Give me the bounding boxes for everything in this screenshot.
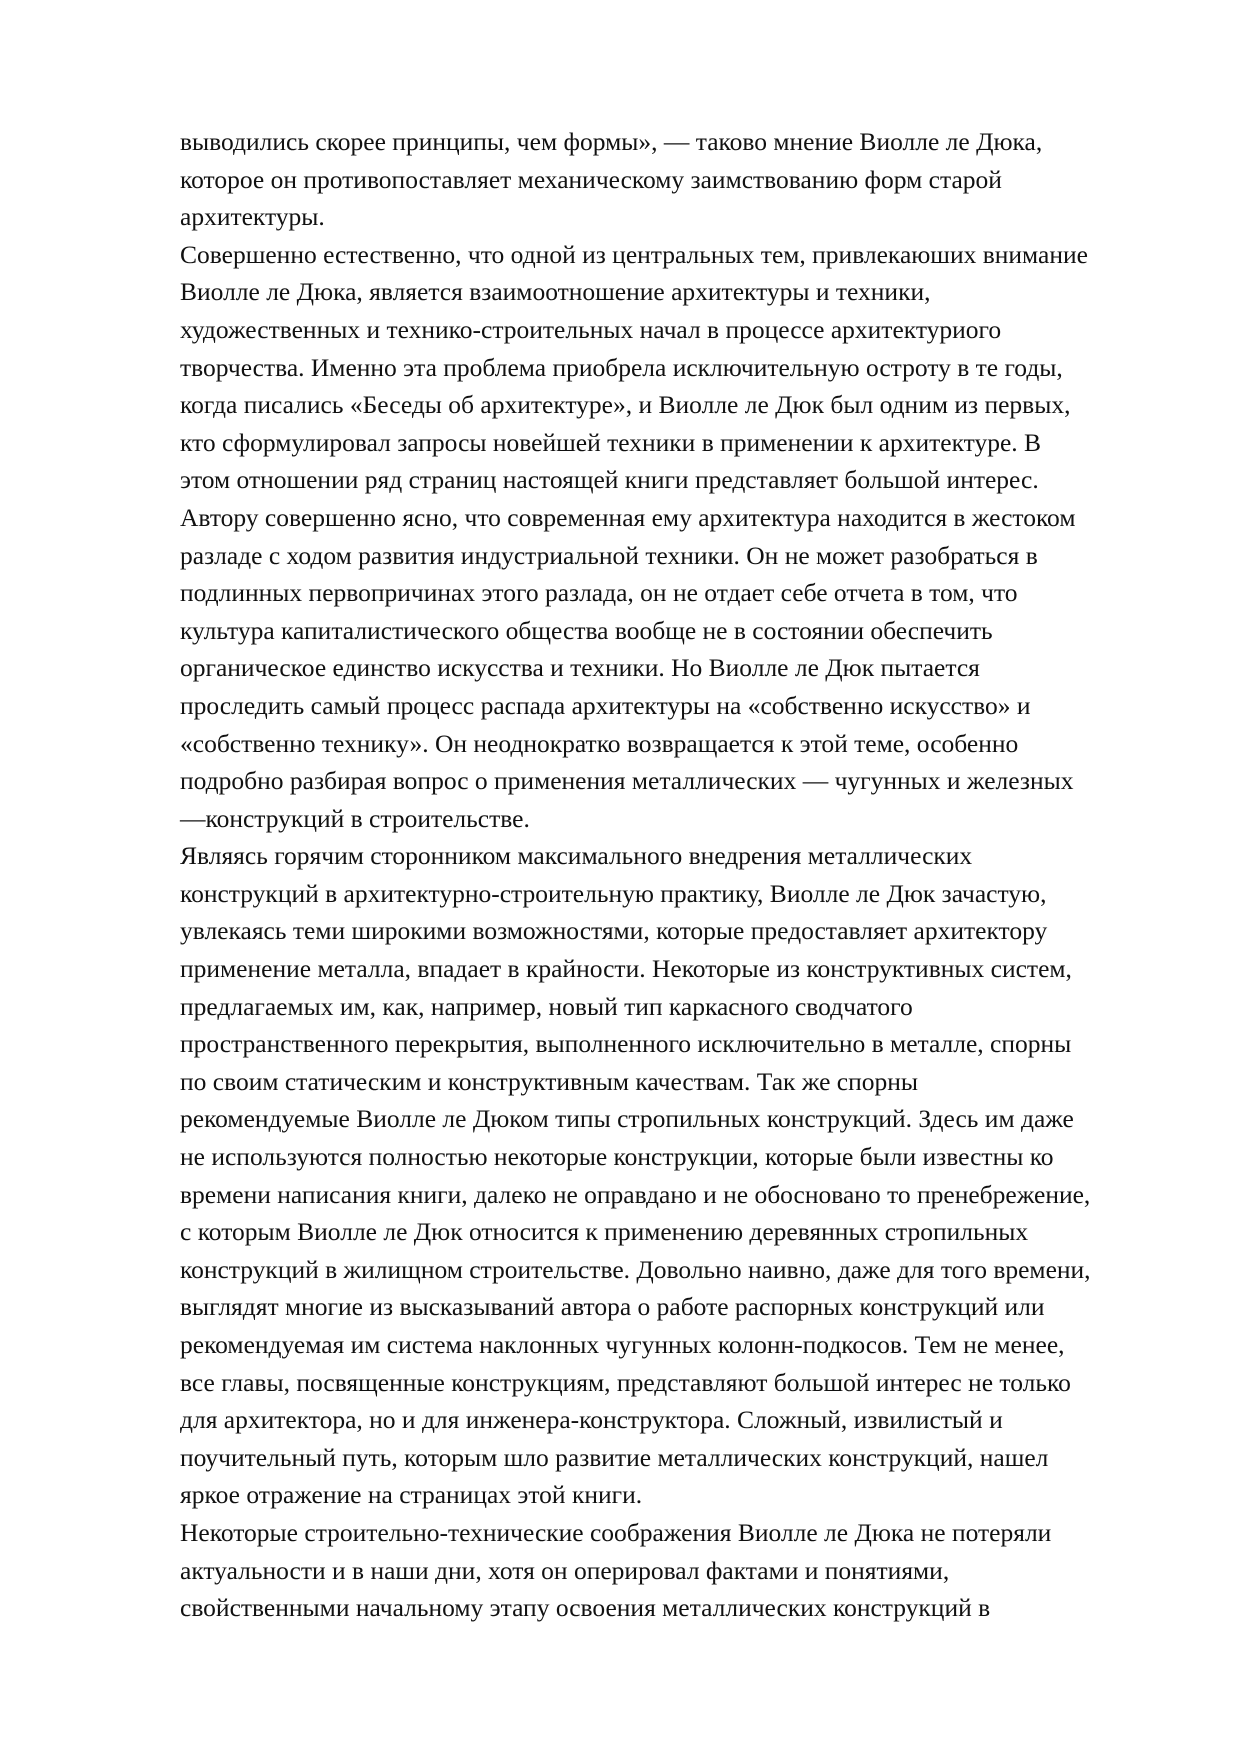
text-line: Автору совершенно ясно, что современная ему архитектура находится в жестоком [180, 502, 1076, 532]
text-line: времени написания книги, далеко не оправдано и не обосновано то пренебрежение, [180, 1179, 1091, 1209]
text-line: которое он противопоставляет механическому заимствованию форм старой [180, 164, 1002, 194]
text-line: этом отношении ряд страниц настоящей книги представляет большой интерес. [180, 465, 1039, 495]
text-line: подробно разбирая вопрос о применения металлических — чугунных и железных [180, 766, 1074, 796]
text-line: выводились скорее принципы, чем формы», — таково мнение Виолле ле Дюка, [180, 127, 1043, 156]
text-line: свойственными начальному этапу освоения металлических конструкций в [180, 1593, 991, 1623]
text-line: для архитектора, но и для инженера-конструктора. Сложный, извилистый и [180, 1405, 1003, 1435]
text-line: конструкций в жилищном строительстве. Довольно наивно, даже для того времени, [180, 1254, 1091, 1284]
text-line: «собственно технику». Он неоднократко возвращается к этой теме, особенно [180, 728, 1019, 758]
text-line: актуальности и в наши дни, хотя он оперировал фактами и понятиями, [180, 1555, 950, 1585]
text-line: —конструкций в строительстве. [180, 803, 530, 833]
text-line: увлекаясь теми широкими возможностями, которые предоставляет архитектору [180, 916, 1048, 946]
text-line: конструкций в архитектурно-строительную практику, Виолле ле Дюк зачастую, [180, 878, 1047, 908]
text-line: применение металла, впадает в крайности. Некоторые из конструктивных систем, [180, 954, 1072, 984]
paragraph [180, 236, 1180, 838]
text-line: кто сформулировал запросы новейшей техники в применении к архитектуре. В [180, 427, 1042, 457]
paragraph [180, 123, 1180, 236]
text-line: культура капиталистического общества вообще не в состоянии обеспечить [180, 615, 993, 645]
text-line: по своим статическим и конструктивным качествам. Так же спорны [180, 1066, 919, 1096]
text-line: Являясь горячим сторонником максимального внедрения металлических [180, 841, 973, 871]
text-line: предлагаемых им, как, например, новый тип каркасного сводчатого [180, 991, 913, 1021]
text-line: разладе с ходом развития индустриальной техники. Он не может разобраться в [180, 540, 1038, 570]
text-line: архитектуры. [180, 202, 325, 232]
text-line: органическое единство искусства и техники. Но Виолле ле Дюк пытается [180, 653, 980, 683]
text-line: выглядят многие из высказываний автора о работе распорных конструкций или [180, 1292, 1045, 1322]
text-line: Виолле ле Дюка, является взаимоотношение архитектуры и техники, [180, 277, 931, 307]
text-line: яркое отражение на страницах этой книги. [180, 1480, 643, 1510]
paragraph [180, 1514, 1180, 1627]
text-line: когда писались «Беседы об архитектуре», и Виолле ле Дюк был одним из первых, [180, 390, 1071, 420]
text-line: все главы, посвященные конструкциям, представляют большой интерес не только [180, 1367, 1071, 1397]
text-line: поучительный путь, которым шло развитие металлических конструкций, нашел [180, 1442, 1049, 1472]
text-line: пространственного перекрытия, выполненного исключительно в металле, спорны [180, 1029, 1072, 1059]
text-line: Некоторые строительно-технические соображения Виолле ле Дюка не потеряли [180, 1517, 1052, 1547]
text-line: с которым Виолле ле Дюк относится к применению деревянных стропильных [180, 1217, 1029, 1247]
text-line: художественных и технико-строительных начал в процессе архитектуриого [180, 314, 1002, 344]
text-line: подлинных первопричинах этого разлада, он не отдает себе отчета в том, что [180, 578, 1018, 608]
text-line: рекомендуемые Виолле ле Дюком типы стропильных конструкций. Здесь им даже [180, 1104, 1074, 1134]
text-line: не используются полностью некоторые конструкции, которые были известны ко [180, 1142, 1054, 1172]
paragraph [180, 837, 1180, 1514]
text-line: рекомендуемая им система наклонных чугунных колонн-подкосов. Тем не менее, [180, 1330, 1065, 1359]
body-text [180, 123, 1180, 1627]
text-line: проследить самый процесс распада архитектуры на «собственно искусство» и [180, 690, 1031, 720]
text-line: творчества. Именно эта проблема приобрела исключительную остроту в те годы, [180, 352, 1063, 382]
text-line: Совершенно естественно, что одной из центральных тем, привлекаюших внимание [180, 239, 1088, 269]
